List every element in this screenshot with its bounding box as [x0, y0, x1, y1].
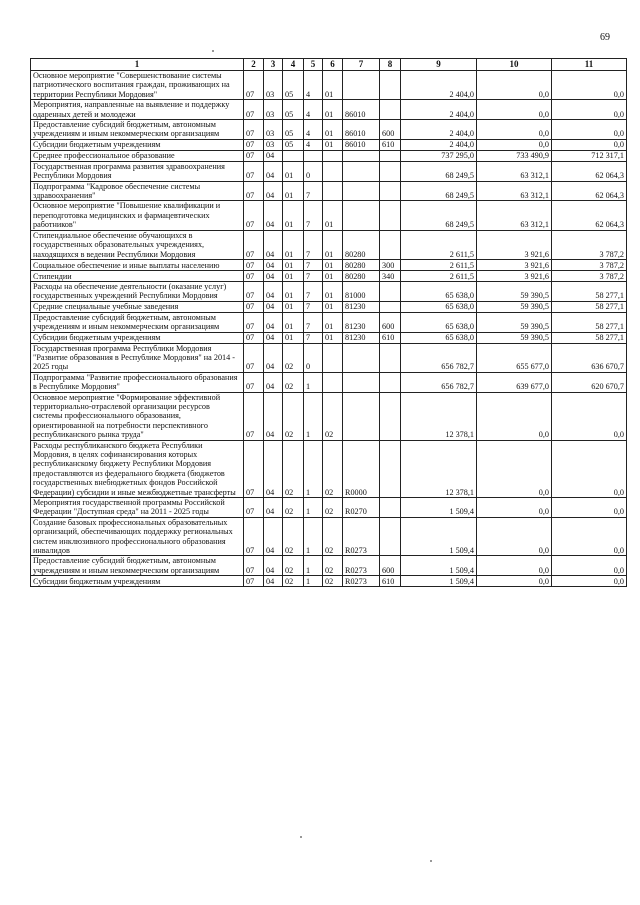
amount-2025-cell: 62 064,3: [552, 181, 627, 201]
row-name-cell: Государственная программа Республики Мордовия "Развитие образования в Республике Мордовия" на 2014 - 2025 годы: [31, 343, 244, 372]
amount-2025-cell: 62 064,3: [552, 161, 627, 181]
column-header: 2: [244, 59, 264, 71]
subprogram-cell: 7: [304, 301, 323, 312]
amount-2024-cell: 733 490,9: [477, 150, 552, 161]
expense-type-cell: 340: [380, 270, 401, 281]
subprogram-cell: 4: [304, 139, 323, 150]
amount-2024-cell: 3 921,6: [477, 230, 552, 259]
table-row: [31, 181, 627, 201]
program-cell: 01: [283, 161, 304, 181]
subsection-cell: 04: [264, 161, 283, 181]
amount-2024-cell: 655 677,0: [477, 343, 552, 372]
amount-2023-cell: 2 611,5: [401, 230, 477, 259]
subprogram-cell: 1: [304, 392, 323, 440]
scan-speck: [430, 860, 432, 862]
section-cell: 07: [244, 181, 264, 201]
amount-2024-cell: 0,0: [477, 556, 552, 576]
amount-2023-cell: 65 638,0: [401, 312, 477, 332]
amount-2025-cell: 0,0: [552, 139, 627, 150]
program-cell: 01: [283, 301, 304, 312]
table-row: [31, 343, 627, 372]
section-cell: 07: [244, 332, 264, 343]
amount-2025-cell: 712 317,1: [552, 150, 627, 161]
event-cell: 01: [323, 120, 343, 140]
subsection-cell: 03: [264, 139, 283, 150]
amount-2025-cell: 636 670,7: [552, 343, 627, 372]
event-cell: 01: [323, 259, 343, 270]
event-cell: 01: [323, 71, 343, 100]
table-row: [31, 332, 627, 343]
program-cell: 01: [283, 201, 304, 230]
expense-type-cell: [380, 343, 401, 372]
direction-cell: [343, 71, 380, 100]
row-name-cell: Создание базовых профессиональных образовательных организаций, обеспечивающих поддержку региональных систем инклюзивного профессионального образования инвалидов: [31, 517, 244, 556]
section-cell: 07: [244, 517, 264, 556]
amount-2023-cell: 68 249,5: [401, 181, 477, 201]
row-name-cell: Стипендиальное обеспечение обучающихся в государственных образовательных учреждениях, находящихся в ведении Республики Мордовия: [31, 230, 244, 259]
table-row: [31, 556, 627, 576]
amount-2024-cell: 0,0: [477, 440, 552, 497]
subsection-cell: 04: [264, 372, 283, 392]
subprogram-cell: 7: [304, 201, 323, 230]
event-cell: 02: [323, 556, 343, 576]
expense-type-cell: [380, 281, 401, 301]
subprogram-cell: 7: [304, 230, 323, 259]
expense-type-cell: [380, 301, 401, 312]
event-cell: 01: [323, 230, 343, 259]
program-cell: 02: [283, 556, 304, 576]
event-cell: [323, 161, 343, 181]
subsection-cell: 04: [264, 312, 283, 332]
amount-2025-cell: 3 787,2: [552, 270, 627, 281]
amount-2024-cell: 0,0: [477, 517, 552, 556]
program-cell: 05: [283, 139, 304, 150]
direction-cell: 81230: [343, 312, 380, 332]
program-cell: 05: [283, 100, 304, 120]
direction-cell: 81230: [343, 332, 380, 343]
expense-type-cell: 600: [380, 120, 401, 140]
direction-cell: 81000: [343, 281, 380, 301]
event-cell: 02: [323, 576, 343, 587]
amount-2023-cell: 2 404,0: [401, 100, 477, 120]
event-cell: [323, 343, 343, 372]
subsection-cell: 04: [264, 301, 283, 312]
event-cell: [323, 150, 343, 161]
row-name-cell: Среднее профессиональное образование: [31, 150, 244, 161]
expense-type-cell: [380, 100, 401, 120]
amount-2023-cell: 1 509,4: [401, 556, 477, 576]
subprogram-cell: 1: [304, 556, 323, 576]
page-number: 69: [600, 32, 610, 43]
row-name-cell: Стипендии: [31, 270, 244, 281]
event-cell: 01: [323, 139, 343, 150]
subprogram-cell: 7: [304, 312, 323, 332]
table-row: [31, 270, 627, 281]
section-cell: 07: [244, 498, 264, 518]
column-header: 5: [304, 59, 323, 71]
section-cell: 07: [244, 230, 264, 259]
subprogram-cell: 7: [304, 281, 323, 301]
amount-2024-cell: 59 390,5: [477, 332, 552, 343]
table-row: [31, 498, 627, 518]
row-name-cell: Субсидии бюджетным учреждениям: [31, 576, 244, 587]
program-cell: 02: [283, 392, 304, 440]
table-row: [31, 100, 627, 120]
direction-cell: R0273: [343, 576, 380, 587]
subprogram-cell: 0: [304, 161, 323, 181]
header-row: [31, 59, 627, 71]
row-name-cell: Субсидии бюджетным учреждениям: [31, 332, 244, 343]
row-name-cell: Основное мероприятие "Формирование эффективной территориально-отраслевой организации ресурсов системы профессионального образования, ориентированной на потребности перспективного республиканского рынка труда": [31, 392, 244, 440]
section-cell: 07: [244, 301, 264, 312]
expense-type-cell: 300: [380, 259, 401, 270]
column-header: 9: [401, 59, 477, 71]
amount-2023-cell: 68 249,5: [401, 201, 477, 230]
section-cell: 07: [244, 576, 264, 587]
subprogram-cell: 4: [304, 100, 323, 120]
event-cell: [323, 181, 343, 201]
subsection-cell: 04: [264, 498, 283, 518]
direction-cell: [343, 201, 380, 230]
scan-speck: [300, 836, 302, 838]
amount-2024-cell: 63 312,1: [477, 201, 552, 230]
column-header: 7: [343, 59, 380, 71]
event-cell: [323, 372, 343, 392]
amount-2024-cell: 0,0: [477, 392, 552, 440]
amount-2024-cell: 0,0: [477, 139, 552, 150]
subsection-cell: 04: [264, 343, 283, 372]
amount-2024-cell: 0,0: [477, 498, 552, 518]
amount-2024-cell: 63 312,1: [477, 161, 552, 181]
section-cell: 07: [244, 556, 264, 576]
table-row: [31, 161, 627, 181]
table-row: [31, 71, 627, 100]
expense-type-cell: 600: [380, 312, 401, 332]
direction-cell: 80280: [343, 270, 380, 281]
program-cell: 05: [283, 120, 304, 140]
table-row: [31, 312, 627, 332]
section-cell: 07: [244, 71, 264, 100]
row-name-cell: Средние специальные учебные заведения: [31, 301, 244, 312]
subsection-cell: 04: [264, 556, 283, 576]
program-cell: 02: [283, 576, 304, 587]
expense-type-cell: [380, 181, 401, 201]
column-header: 11: [552, 59, 627, 71]
amount-2025-cell: 0,0: [552, 556, 627, 576]
amount-2023-cell: 1 509,4: [401, 517, 477, 556]
program-cell: 01: [283, 281, 304, 301]
amount-2023-cell: 2 404,0: [401, 120, 477, 140]
subsection-cell: 04: [264, 201, 283, 230]
amount-2024-cell: 639 677,0: [477, 372, 552, 392]
direction-cell: 81230: [343, 301, 380, 312]
direction-cell: 80280: [343, 259, 380, 270]
row-name-cell: Мероприятия государственной программы Российской Федерации "Доступная среда" на 2011 - 2025 годы: [31, 498, 244, 518]
expense-type-cell: [380, 372, 401, 392]
column-header: 4: [283, 59, 304, 71]
subsection-cell: 04: [264, 150, 283, 161]
program-cell: 05: [283, 71, 304, 100]
event-cell: 01: [323, 281, 343, 301]
row-name-cell: Предоставление субсидий бюджетным, автономным учреждениям и иным некоммерческим организациям: [31, 312, 244, 332]
table-row: [31, 392, 627, 440]
program-cell: 01: [283, 332, 304, 343]
expense-type-cell: 610: [380, 332, 401, 343]
direction-cell: R0270: [343, 498, 380, 518]
amount-2023-cell: 656 782,7: [401, 372, 477, 392]
event-cell: 01: [323, 312, 343, 332]
column-header: 3: [264, 59, 283, 71]
subprogram-cell: 7: [304, 259, 323, 270]
row-name-cell: Предоставление субсидий бюджетным, автономным учреждениям и иным некоммерческим организациям: [31, 556, 244, 576]
section-cell: 07: [244, 201, 264, 230]
direction-cell: 86010: [343, 139, 380, 150]
subsection-cell: 04: [264, 517, 283, 556]
section-cell: 07: [244, 440, 264, 497]
direction-cell: 86010: [343, 120, 380, 140]
direction-cell: [343, 161, 380, 181]
amount-2025-cell: 0,0: [552, 71, 627, 100]
expense-type-cell: [380, 201, 401, 230]
event-cell: 01: [323, 100, 343, 120]
amount-2025-cell: 58 277,1: [552, 281, 627, 301]
subprogram-cell: 7: [304, 181, 323, 201]
amount-2023-cell: 737 295,0: [401, 150, 477, 161]
section-cell: 07: [244, 120, 264, 140]
event-cell: 02: [323, 392, 343, 440]
amount-2023-cell: 1 509,4: [401, 498, 477, 518]
amount-2023-cell: 65 638,0: [401, 301, 477, 312]
subsection-cell: 04: [264, 392, 283, 440]
amount-2024-cell: 3 921,6: [477, 259, 552, 270]
row-name-cell: Субсидии бюджетным учреждениям: [31, 139, 244, 150]
table-row: [31, 150, 627, 161]
section-cell: 07: [244, 259, 264, 270]
subsection-cell: 04: [264, 270, 283, 281]
event-cell: 02: [323, 517, 343, 556]
direction-cell: [343, 150, 380, 161]
program-cell: 01: [283, 181, 304, 201]
amount-2023-cell: 12 378,1: [401, 392, 477, 440]
amount-2025-cell: 0,0: [552, 517, 627, 556]
amount-2023-cell: 2 611,5: [401, 259, 477, 270]
amount-2024-cell: 0,0: [477, 576, 552, 587]
subsection-cell: 03: [264, 100, 283, 120]
row-name-cell: Подпрограмма "Развитие профессионального образования в Республике Мордовия": [31, 372, 244, 392]
direction-cell: 80280: [343, 230, 380, 259]
table-row: [31, 440, 627, 497]
program-cell: [283, 150, 304, 161]
table-row: [31, 120, 627, 140]
expense-type-cell: 600: [380, 556, 401, 576]
table-row: [31, 201, 627, 230]
expense-type-cell: [380, 150, 401, 161]
section-cell: 07: [244, 372, 264, 392]
subprogram-cell: 1: [304, 498, 323, 518]
amount-2023-cell: 65 638,0: [401, 332, 477, 343]
amount-2025-cell: 58 277,1: [552, 301, 627, 312]
row-name-cell: Подпрограмма "Кадровое обеспечение системы здравоохранения": [31, 181, 244, 201]
table-row: [31, 301, 627, 312]
section-cell: 07: [244, 343, 264, 372]
subsection-cell: 04: [264, 332, 283, 343]
section-cell: 07: [244, 392, 264, 440]
section-cell: 07: [244, 100, 264, 120]
expense-type-cell: [380, 498, 401, 518]
amount-2023-cell: 656 782,7: [401, 343, 477, 372]
column-header: 10: [477, 59, 552, 71]
amount-2024-cell: 63 312,1: [477, 181, 552, 201]
direction-cell: R0000: [343, 440, 380, 497]
amount-2025-cell: 58 277,1: [552, 312, 627, 332]
row-name-cell: Расходы на обеспечение деятельности (оказание услуг) государственных учреждений Республики Мордовия: [31, 281, 244, 301]
table-row: [31, 230, 627, 259]
subsection-cell: 03: [264, 120, 283, 140]
expense-type-cell: [380, 161, 401, 181]
amount-2025-cell: 0,0: [552, 498, 627, 518]
amount-2023-cell: 12 378,1: [401, 440, 477, 497]
subsection-cell: 04: [264, 259, 283, 270]
column-header: 1: [31, 59, 244, 71]
row-name-cell: Основное мероприятие "Совершенствование системы патриотического воспитания граждан, проживающих на территории Республики Мордовия": [31, 71, 244, 100]
amount-2023-cell: 2 404,0: [401, 71, 477, 100]
expense-type-cell: 610: [380, 139, 401, 150]
event-cell: 01: [323, 201, 343, 230]
amount-2024-cell: 59 390,5: [477, 301, 552, 312]
amount-2025-cell: 3 787,2: [552, 259, 627, 270]
expense-type-cell: [380, 230, 401, 259]
section-cell: 07: [244, 139, 264, 150]
expense-type-cell: [380, 392, 401, 440]
section-cell: 07: [244, 270, 264, 281]
event-cell: 01: [323, 332, 343, 343]
section-cell: 07: [244, 312, 264, 332]
event-cell: 02: [323, 440, 343, 497]
subprogram-cell: 4: [304, 71, 323, 100]
program-cell: 01: [283, 312, 304, 332]
subprogram-cell: 1: [304, 372, 323, 392]
program-cell: 01: [283, 230, 304, 259]
program-cell: 02: [283, 372, 304, 392]
table-row: [31, 259, 627, 270]
event-cell: 02: [323, 498, 343, 518]
program-cell: 01: [283, 270, 304, 281]
direction-cell: [343, 372, 380, 392]
table-row: [31, 576, 627, 587]
table-row: [31, 139, 627, 150]
amount-2023-cell: 65 638,0: [401, 281, 477, 301]
amount-2024-cell: 3 921,6: [477, 270, 552, 281]
budget-table: [30, 58, 627, 587]
section-cell: 07: [244, 161, 264, 181]
subsection-cell: 04: [264, 181, 283, 201]
program-cell: 02: [283, 343, 304, 372]
row-name-cell: Государственная программа развития здравоохранения Республики Мордовия: [31, 161, 244, 181]
expense-type-cell: [380, 71, 401, 100]
direction-cell: 86010: [343, 100, 380, 120]
table-row: [31, 372, 627, 392]
direction-cell: R0273: [343, 517, 380, 556]
program-cell: 02: [283, 498, 304, 518]
subprogram-cell: 7: [304, 332, 323, 343]
event-cell: 01: [323, 301, 343, 312]
program-cell: 01: [283, 259, 304, 270]
event-cell: 01: [323, 270, 343, 281]
table-row: [31, 281, 627, 301]
amount-2025-cell: 0,0: [552, 440, 627, 497]
row-name-cell: Основное мероприятие "Повышение квалификации и переподготовка медицинских и фармацевтических работников": [31, 201, 244, 230]
amount-2025-cell: 0,0: [552, 576, 627, 587]
direction-cell: [343, 181, 380, 201]
amount-2023-cell: 2 404,0: [401, 139, 477, 150]
scan-speck: [212, 50, 214, 52]
expense-type-cell: 610: [380, 576, 401, 587]
amount-2025-cell: 62 064,3: [552, 201, 627, 230]
amount-2024-cell: 59 390,5: [477, 281, 552, 301]
amount-2023-cell: 1 509,4: [401, 576, 477, 587]
subprogram-cell: 0: [304, 343, 323, 372]
amount-2025-cell: 3 787,2: [552, 230, 627, 259]
subprogram-cell: 4: [304, 120, 323, 140]
amount-2024-cell: 0,0: [477, 120, 552, 140]
row-name-cell: Мероприятия, направленные на выявление и поддержку одаренных детей и молодежи: [31, 100, 244, 120]
subsection-cell: 03: [264, 71, 283, 100]
column-header: 6: [323, 59, 343, 71]
amount-2025-cell: 0,0: [552, 100, 627, 120]
subprogram-cell: 1: [304, 440, 323, 497]
amount-2025-cell: 0,0: [552, 120, 627, 140]
direction-cell: [343, 343, 380, 372]
amount-2024-cell: 0,0: [477, 100, 552, 120]
amount-2023-cell: 68 249,5: [401, 161, 477, 181]
row-name-cell: Социальное обеспечение и иные выплаты населению: [31, 259, 244, 270]
row-name-cell: Предоставление субсидий бюджетным, автономным учреждениям и иным некоммерческим организациям: [31, 120, 244, 140]
program-cell: 02: [283, 517, 304, 556]
table-body: [31, 71, 627, 587]
subprogram-cell: [304, 150, 323, 161]
column-header: 8: [380, 59, 401, 71]
amount-2025-cell: 620 670,7: [552, 372, 627, 392]
section-cell: 07: [244, 150, 264, 161]
amount-2024-cell: 0,0: [477, 71, 552, 100]
subprogram-cell: 1: [304, 576, 323, 587]
subsection-cell: 04: [264, 230, 283, 259]
subsection-cell: 04: [264, 576, 283, 587]
row-name-cell: Расходы республиканского бюджета Республики Мордовия, в целях софинансирования которых республиканскому бюджету Республики Мордовия предоставляются из федерального бюджета (бюджетов государственных внебюджетных фондов Российской Федерации) субсидии и иные межбюджетные трансферты: [31, 440, 244, 497]
subprogram-cell: 7: [304, 270, 323, 281]
amount-2025-cell: 58 277,1: [552, 332, 627, 343]
amount-2024-cell: 59 390,5: [477, 312, 552, 332]
program-cell: 02: [283, 440, 304, 497]
direction-cell: R0273: [343, 556, 380, 576]
direction-cell: [343, 392, 380, 440]
subprogram-cell: 1: [304, 517, 323, 556]
expense-type-cell: [380, 440, 401, 497]
table-row: [31, 517, 627, 556]
subsection-cell: 04: [264, 281, 283, 301]
section-cell: 07: [244, 281, 264, 301]
amount-2023-cell: 2 611,5: [401, 270, 477, 281]
amount-2025-cell: 0,0: [552, 392, 627, 440]
expense-type-cell: [380, 517, 401, 556]
subsection-cell: 04: [264, 440, 283, 497]
